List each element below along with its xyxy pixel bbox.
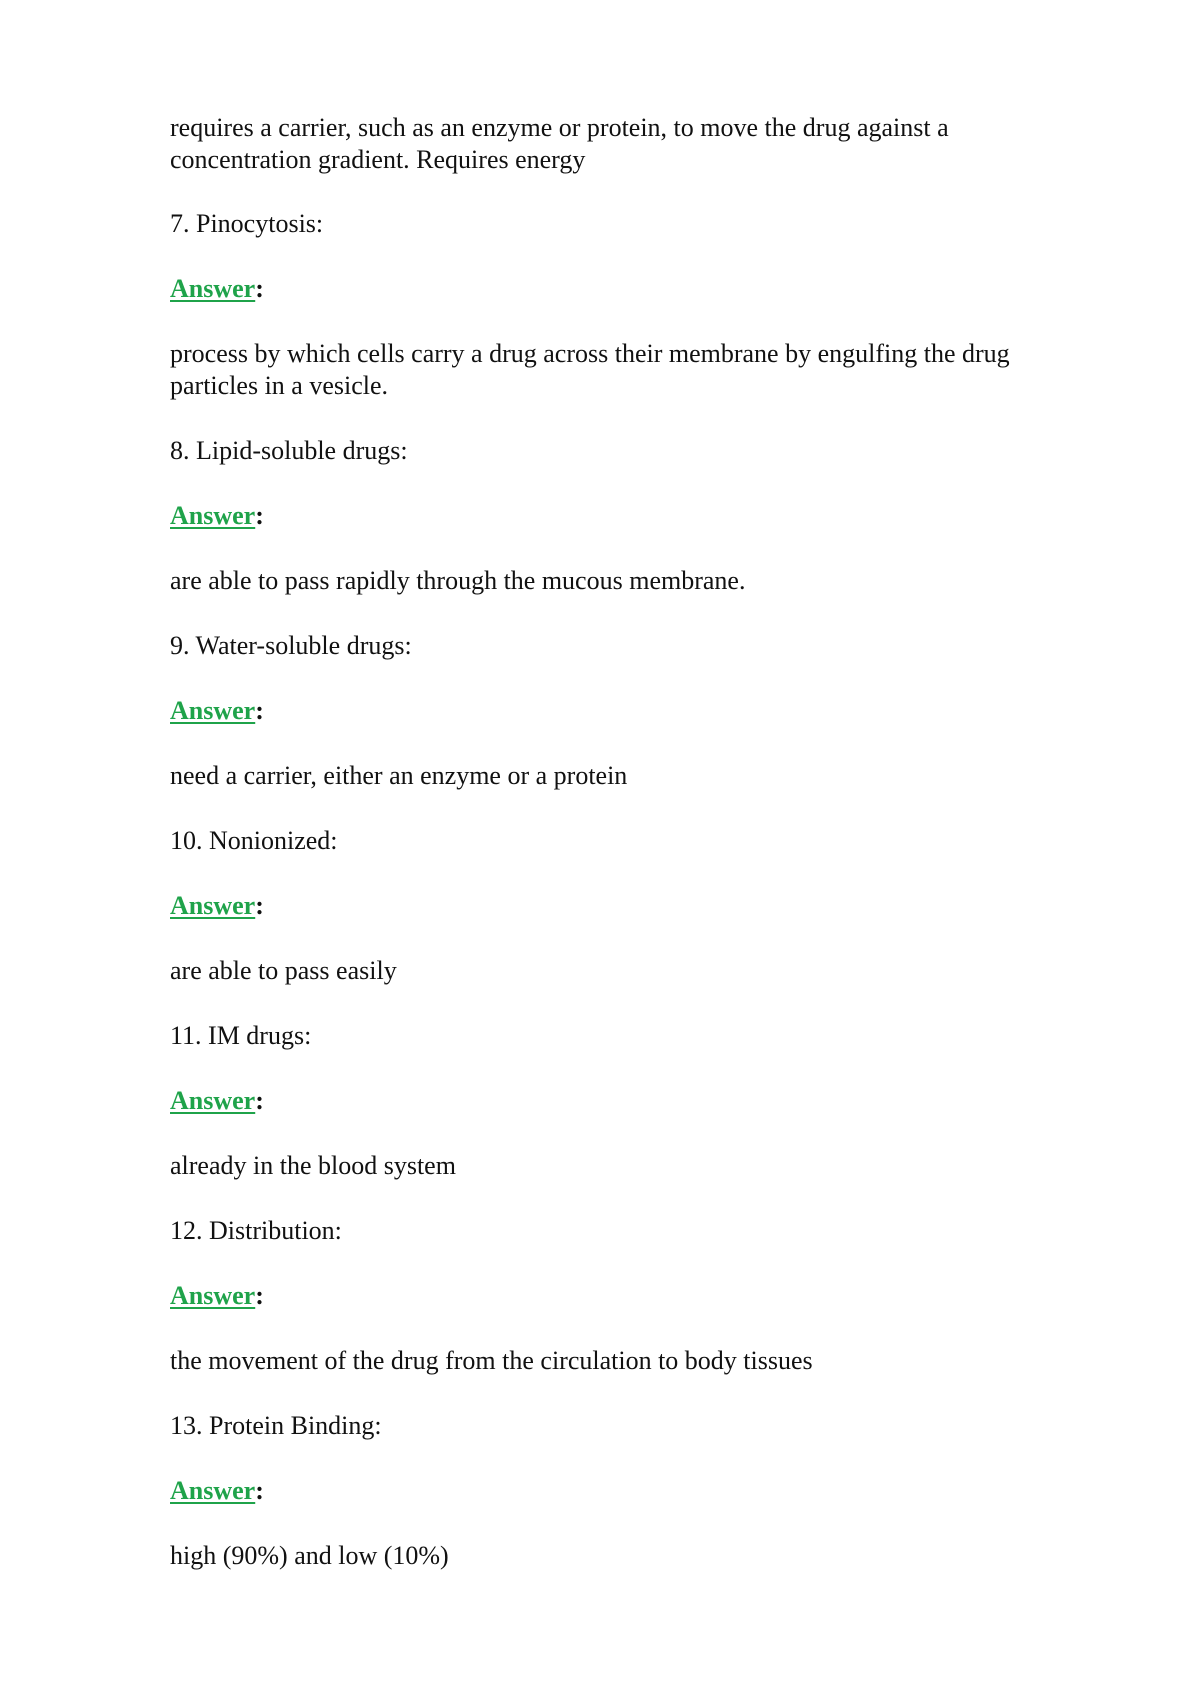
question-text: 7. Pinocytosis: [170, 209, 324, 238]
answer-link[interactable]: Answer [170, 1281, 256, 1310]
answer-text: the movement of the drug from the circulation to body tissues [170, 1346, 813, 1375]
qa-item [170, 825, 1090, 987]
answer-colon: : [255, 1281, 264, 1310]
answer-link[interactable]: Answer [170, 891, 256, 920]
answer-colon: : [255, 1086, 264, 1115]
answer-text: are able to pass easily [170, 956, 397, 985]
answer-label [170, 695, 1090, 727]
question-text: 8. Lipid-soluble drugs: [170, 436, 408, 465]
answer-colon: : [255, 501, 264, 530]
answer-colon: : [255, 1476, 264, 1505]
answer-text: high (90%) and low (10%) [170, 1541, 449, 1570]
answer-link[interactable]: Answer [170, 1476, 256, 1505]
qa-item [170, 435, 1090, 597]
qa-item [170, 1215, 1090, 1377]
answer-colon: : [255, 274, 264, 303]
question-text: 13. Protein Binding: [170, 1411, 382, 1440]
answer-link[interactable]: Answer [170, 274, 256, 303]
qa-item [170, 1020, 1090, 1182]
qa-item [170, 208, 1090, 402]
answer-label [170, 1085, 1090, 1117]
qa-item [170, 630, 1090, 792]
question-text: 9. Water-soluble drugs: [170, 631, 412, 660]
document-page [170, 112, 1090, 1605]
answer-colon: : [255, 696, 264, 725]
answer-label [170, 1475, 1090, 1507]
answer-text: already in the blood system [170, 1151, 456, 1180]
answer-colon: : [255, 891, 264, 920]
answer-label [170, 1280, 1090, 1312]
question-text: 10. Nonionized: [170, 826, 338, 855]
qa-item [170, 1410, 1090, 1572]
answer-link[interactable]: Answer [170, 696, 256, 725]
intro-text: requires a carrier, such as an enzyme or protein, to move the drug against a concentration gradient. Requires energy [170, 113, 949, 174]
answer-label [170, 500, 1090, 532]
answer-link[interactable]: Answer [170, 501, 256, 530]
answer-link[interactable]: Answer [170, 1086, 256, 1115]
question-text: 11. IM drugs: [170, 1021, 312, 1050]
answer-text: are able to pass rapidly through the mucous membrane. [170, 566, 746, 595]
answer-label [170, 273, 1090, 305]
answer-label [170, 890, 1090, 922]
answer-text: need a carrier, either an enzyme or a protein [170, 761, 628, 790]
question-text: 12. Distribution: [170, 1216, 342, 1245]
answer-text: process by which cells carry a drug across their membrane by engulfing the drug particles in a vesicle. [170, 339, 1010, 400]
